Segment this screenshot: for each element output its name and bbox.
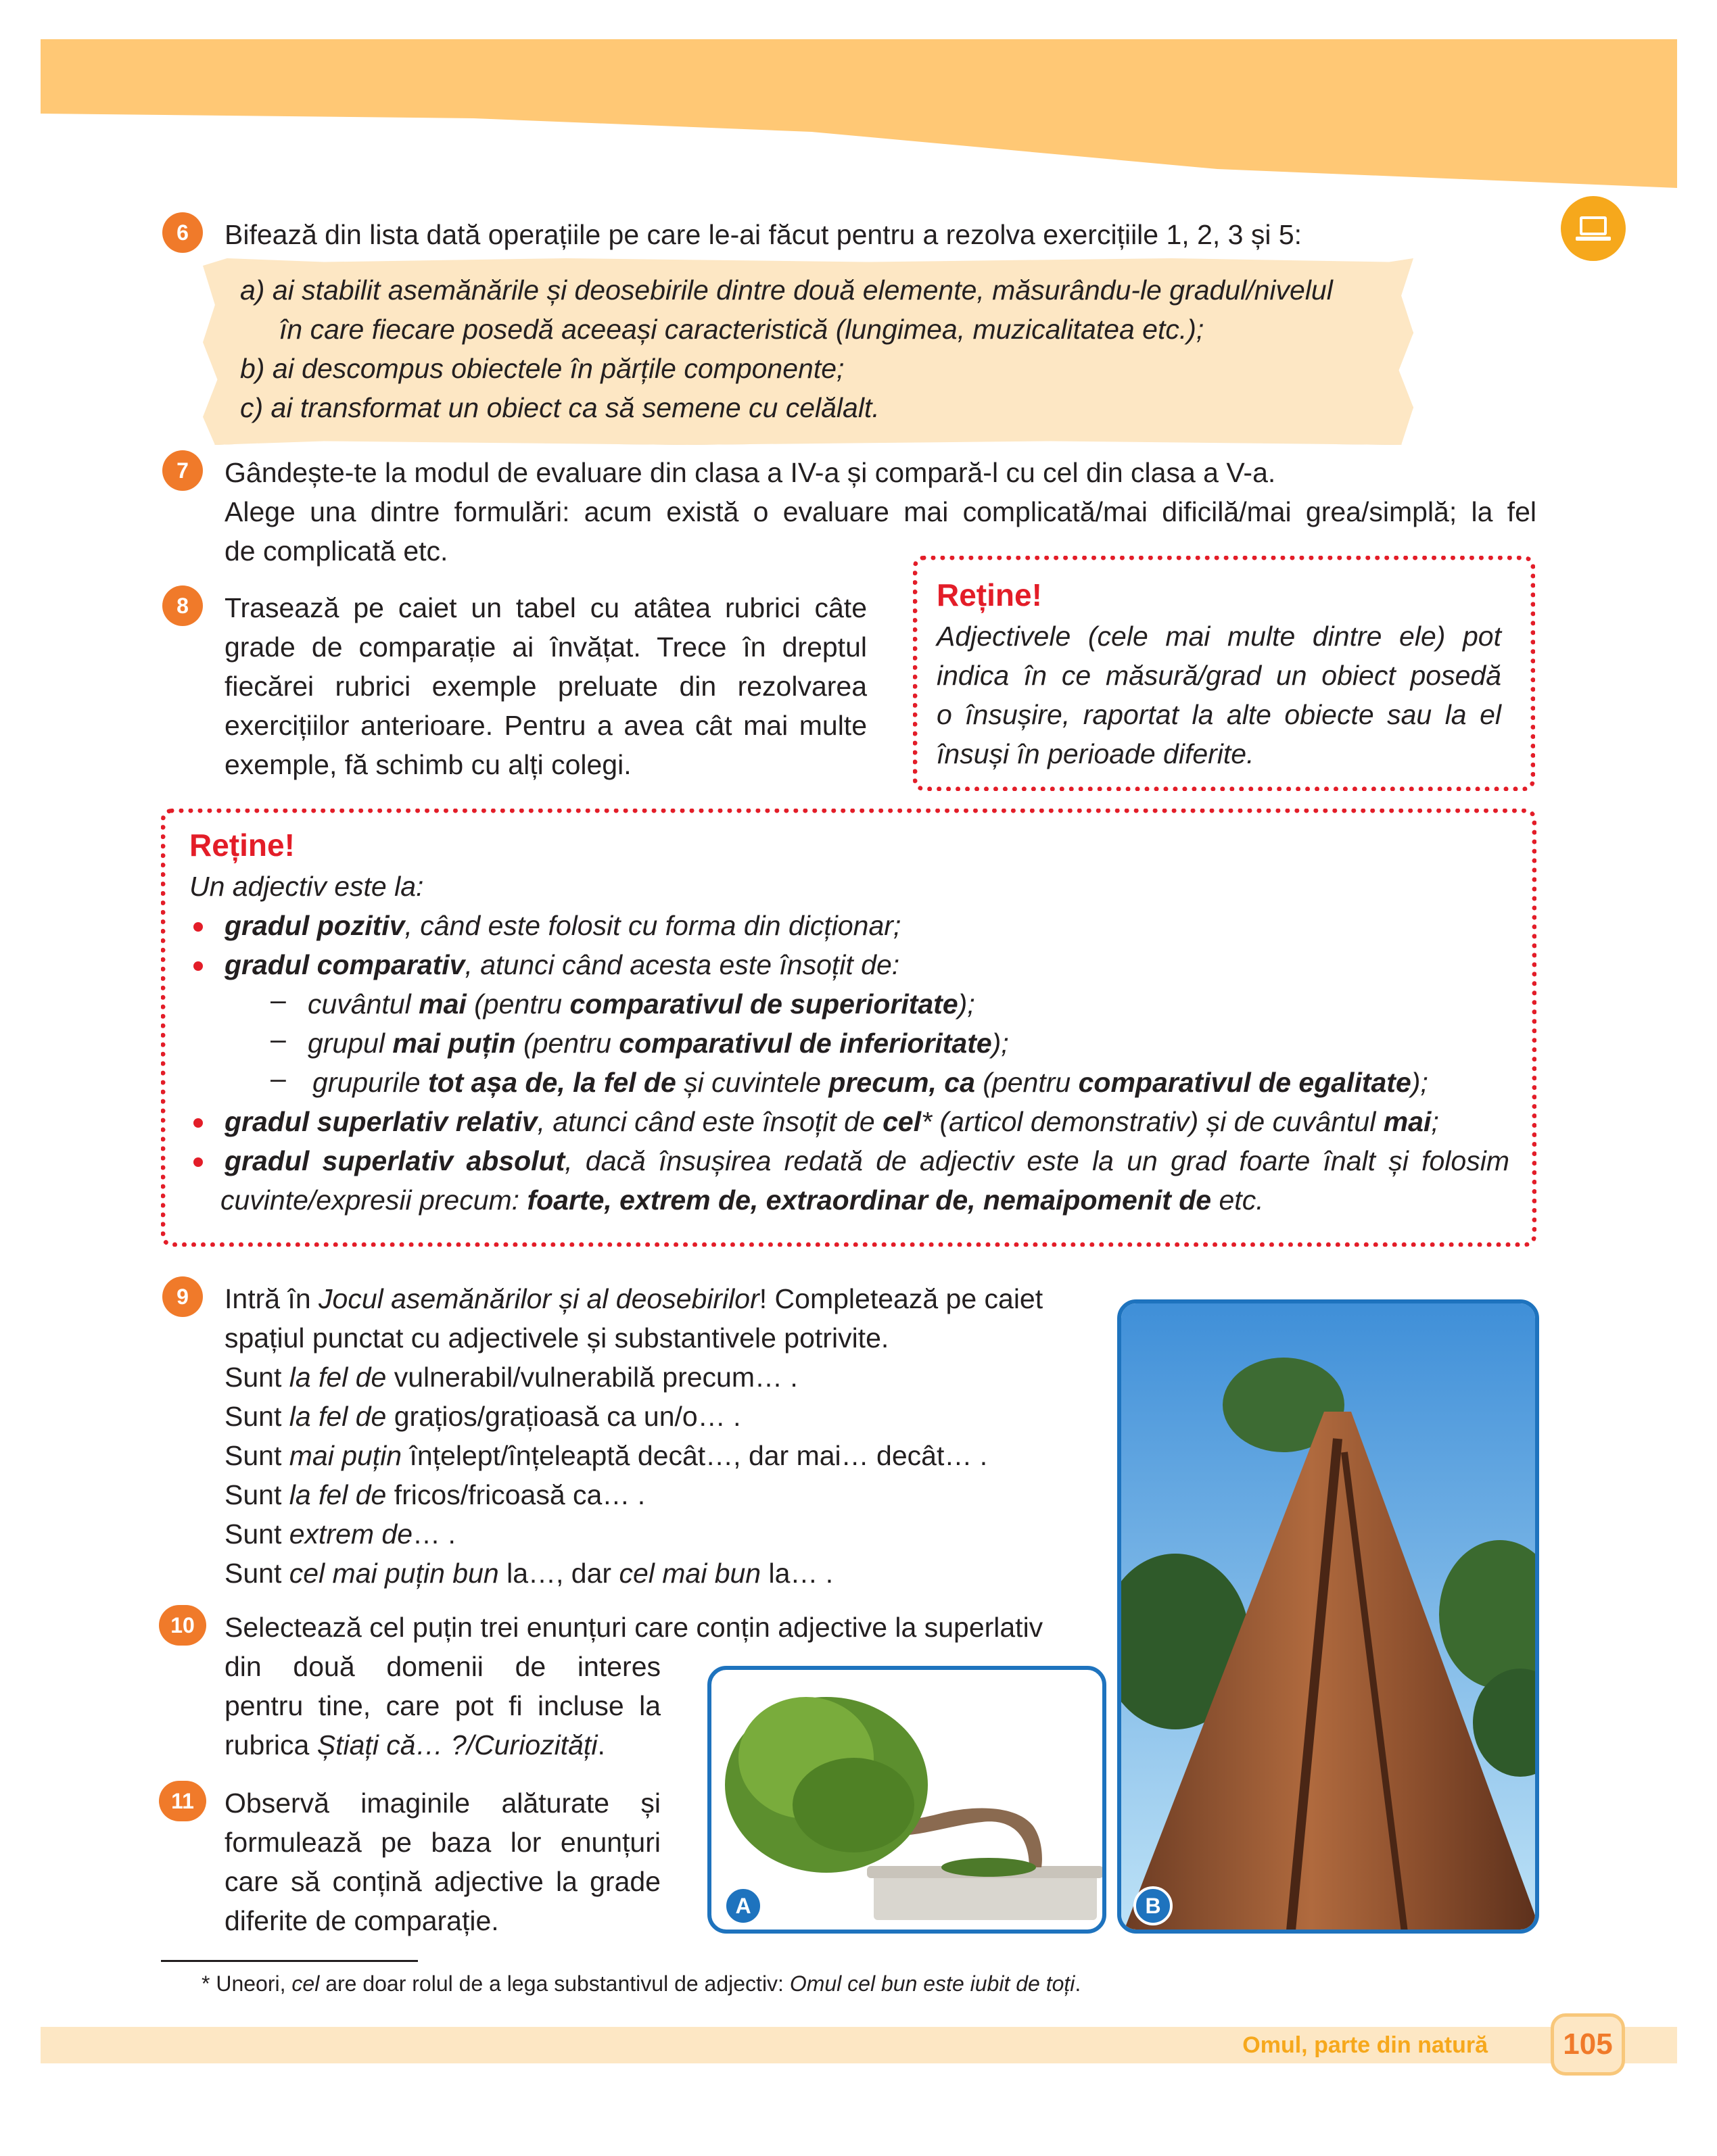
exercise-10-line: rubrica Știați că… ?/Curiozități.: [225, 1729, 605, 1760]
chapter-title: Omul, parte din natură: [1242, 2032, 1488, 2058]
rule-inferiority: grupul mai puțin (pentru comparativul de inferioritate);: [308, 1028, 1009, 1059]
laptop-icon: [1561, 196, 1626, 261]
exercise-6-text: Bifează din lista dată operațiile pe care le-ai făcut pentru a rezolva exercițiile 1, 2, 3 și 5:: [225, 219, 1302, 250]
option-c: c) ai transformat un obiect ca să semene cu celălalt.: [240, 392, 880, 423]
retine-title: Reține!: [189, 828, 295, 863]
photo-label-b: B: [1133, 1886, 1173, 1925]
option-b: b) ai descompus obiectele în părțile componente;: [240, 353, 845, 384]
bullet-icon: [193, 961, 203, 971]
top-banner: [0, 0, 1717, 196]
option-a-line-2: în care fiecare posedă aceeași caracteristică (lungimea, muzicalitatea etc.);: [279, 314, 1204, 345]
option-a-line-1: a) ai stabilit asemănările și deosebirile dintre două elemente, măsurându-le gradul/nivelul: [240, 274, 1333, 306]
retine-small-line: indica în ce măsură/grad un obiect posedă: [937, 660, 1501, 691]
retine-small-line: însuși în perioade diferite.: [937, 738, 1254, 769]
sentence-line: Sunt mai puțin înțelept/înțeleaptă decât…, dar mai… decât… .: [225, 1440, 988, 1471]
exercise-number-badge: 11: [159, 1781, 206, 1821]
rule-absolute-superlative: gradul superlativ absolut, dacă însușirea redată de adjectiv este la un grad foarte înalt și folosim: [225, 1145, 1509, 1176]
exercise-11-line: formulează pe baza lor enunțuri: [225, 1827, 661, 1858]
dash-marker: –: [271, 1024, 286, 1055]
retine-title: Reține!: [937, 577, 1042, 613]
rule-relative-superlative: gradul superlativ relativ, atunci când este însoțit de cel* (articol demonstrativ) și de cuvântul mai;: [225, 1106, 1439, 1137]
sequoia-tree-photo: [1117, 1299, 1539, 1934]
exercise-number-badge: 9: [162, 1276, 203, 1317]
retine-small-line: o însușire, raportat la alte obiecte sau la el: [937, 699, 1501, 730]
page-number: 105: [1551, 2013, 1625, 2076]
exercise-8-line: fiecărei rubrici exemple preluate din rezolvarea: [225, 671, 867, 702]
exercise-8-line: exercițiilor anterioare. Pentru a avea cât mai multe: [225, 710, 867, 741]
exercise-number-badge: 10: [159, 1605, 206, 1646]
exercise-7-line-2: Alege una dintre formulări: acum există o evaluare mai complicată/mai dificilă/mai grea/simplă; la fel: [225, 496, 1536, 527]
exercise-11-line: diferite de comparație.: [225, 1905, 499, 1936]
exercise-11-line: care să conțină adjective la grade: [225, 1866, 661, 1897]
exercise-number-badge: 8: [162, 585, 203, 626]
exercise-7-line-1: Gândește-te la modul de evaluare din clasa a IV-a și compară-l cu cel din clasa a V-a.: [225, 457, 1276, 488]
bullet-icon: [193, 1157, 203, 1167]
sentence-line: Sunt cel mai puțin bun la…, dar cel mai bun la… .: [225, 1558, 834, 1589]
sentence-line: Sunt la fel de vulnerabil/vulnerabilă precum… .: [225, 1362, 798, 1393]
exercise-8-line: exemple, fă schimb cu alți colegi.: [225, 749, 632, 780]
exercise-10-line: Selectează cel puțin trei enunțuri care conțin adjective la superlativ: [225, 1612, 1043, 1643]
bonsai-tree-photo: [707, 1666, 1106, 1934]
retine-intro: Un adjectiv este la:: [189, 871, 424, 902]
exercise-8-line: Trasează pe caiet un tabel cu atâtea rubrici câte: [225, 592, 867, 623]
exercise-9-line-1: Intră în Jocul asemănărilor și al deosebirilor! Completează pe caiet: [225, 1283, 1043, 1314]
exercise-11-line: Observă imaginile alăturate și: [225, 1788, 661, 1819]
bullet-icon: [193, 1118, 203, 1128]
rule-superiority: cuvântul mai (pentru comparativul de superioritate);: [308, 988, 975, 1020]
sentence-line: Sunt la fel de fricos/fricoasă ca… .: [225, 1479, 646, 1510]
retine-small-line: Adjectivele (cele mai multe dintre ele) pot: [937, 621, 1501, 652]
dash-marker: –: [271, 984, 286, 1015]
sentence-line: Sunt extrem de… .: [225, 1518, 456, 1550]
rule-comparative: gradul comparativ, atunci când acesta este însoțit de:: [225, 949, 900, 980]
exercise-10-line: din două domenii de interes: [225, 1651, 661, 1682]
exercise-10-line: pentru tine, care pot fi incluse la: [225, 1690, 661, 1721]
rule-equality: grupurile tot așa de, la fel de și cuvintele precum, ca (pentru comparativul de egalitate);: [312, 1067, 1428, 1098]
rule-positive: gradul pozitiv, când este folosit cu forma din dicționar;: [225, 910, 901, 941]
exercise-8-line: grade de comparație ai învățat. Trece în dreptul: [225, 631, 867, 663]
exercise-number-badge: 6: [162, 212, 203, 253]
dash-marker: –: [271, 1063, 286, 1094]
bullet-icon: [193, 922, 203, 932]
exercise-7-line-3: de complicată etc.: [225, 535, 448, 567]
footnote-divider: [161, 1960, 418, 1962]
photo-label-a: A: [724, 1886, 763, 1925]
sentence-line: Sunt la fel de grațios/grațioasă ca un/o… .: [225, 1401, 741, 1432]
exercise-number-badge: 7: [162, 450, 203, 491]
footnote: * Uneori, cel are doar rolul de a lega substantivul de adjectiv: Omul cel bun este iubit de toți.: [202, 1971, 1081, 1996]
rule-absolute-superlative-line-2: cuvinte/expresii precum: foarte, extrem de, extraordinar de, nemaipomenit de etc.: [220, 1184, 1264, 1216]
exercise-9-line-2: spațiul punctat cu adjectivele și substantivele potrivite.: [225, 1322, 889, 1354]
